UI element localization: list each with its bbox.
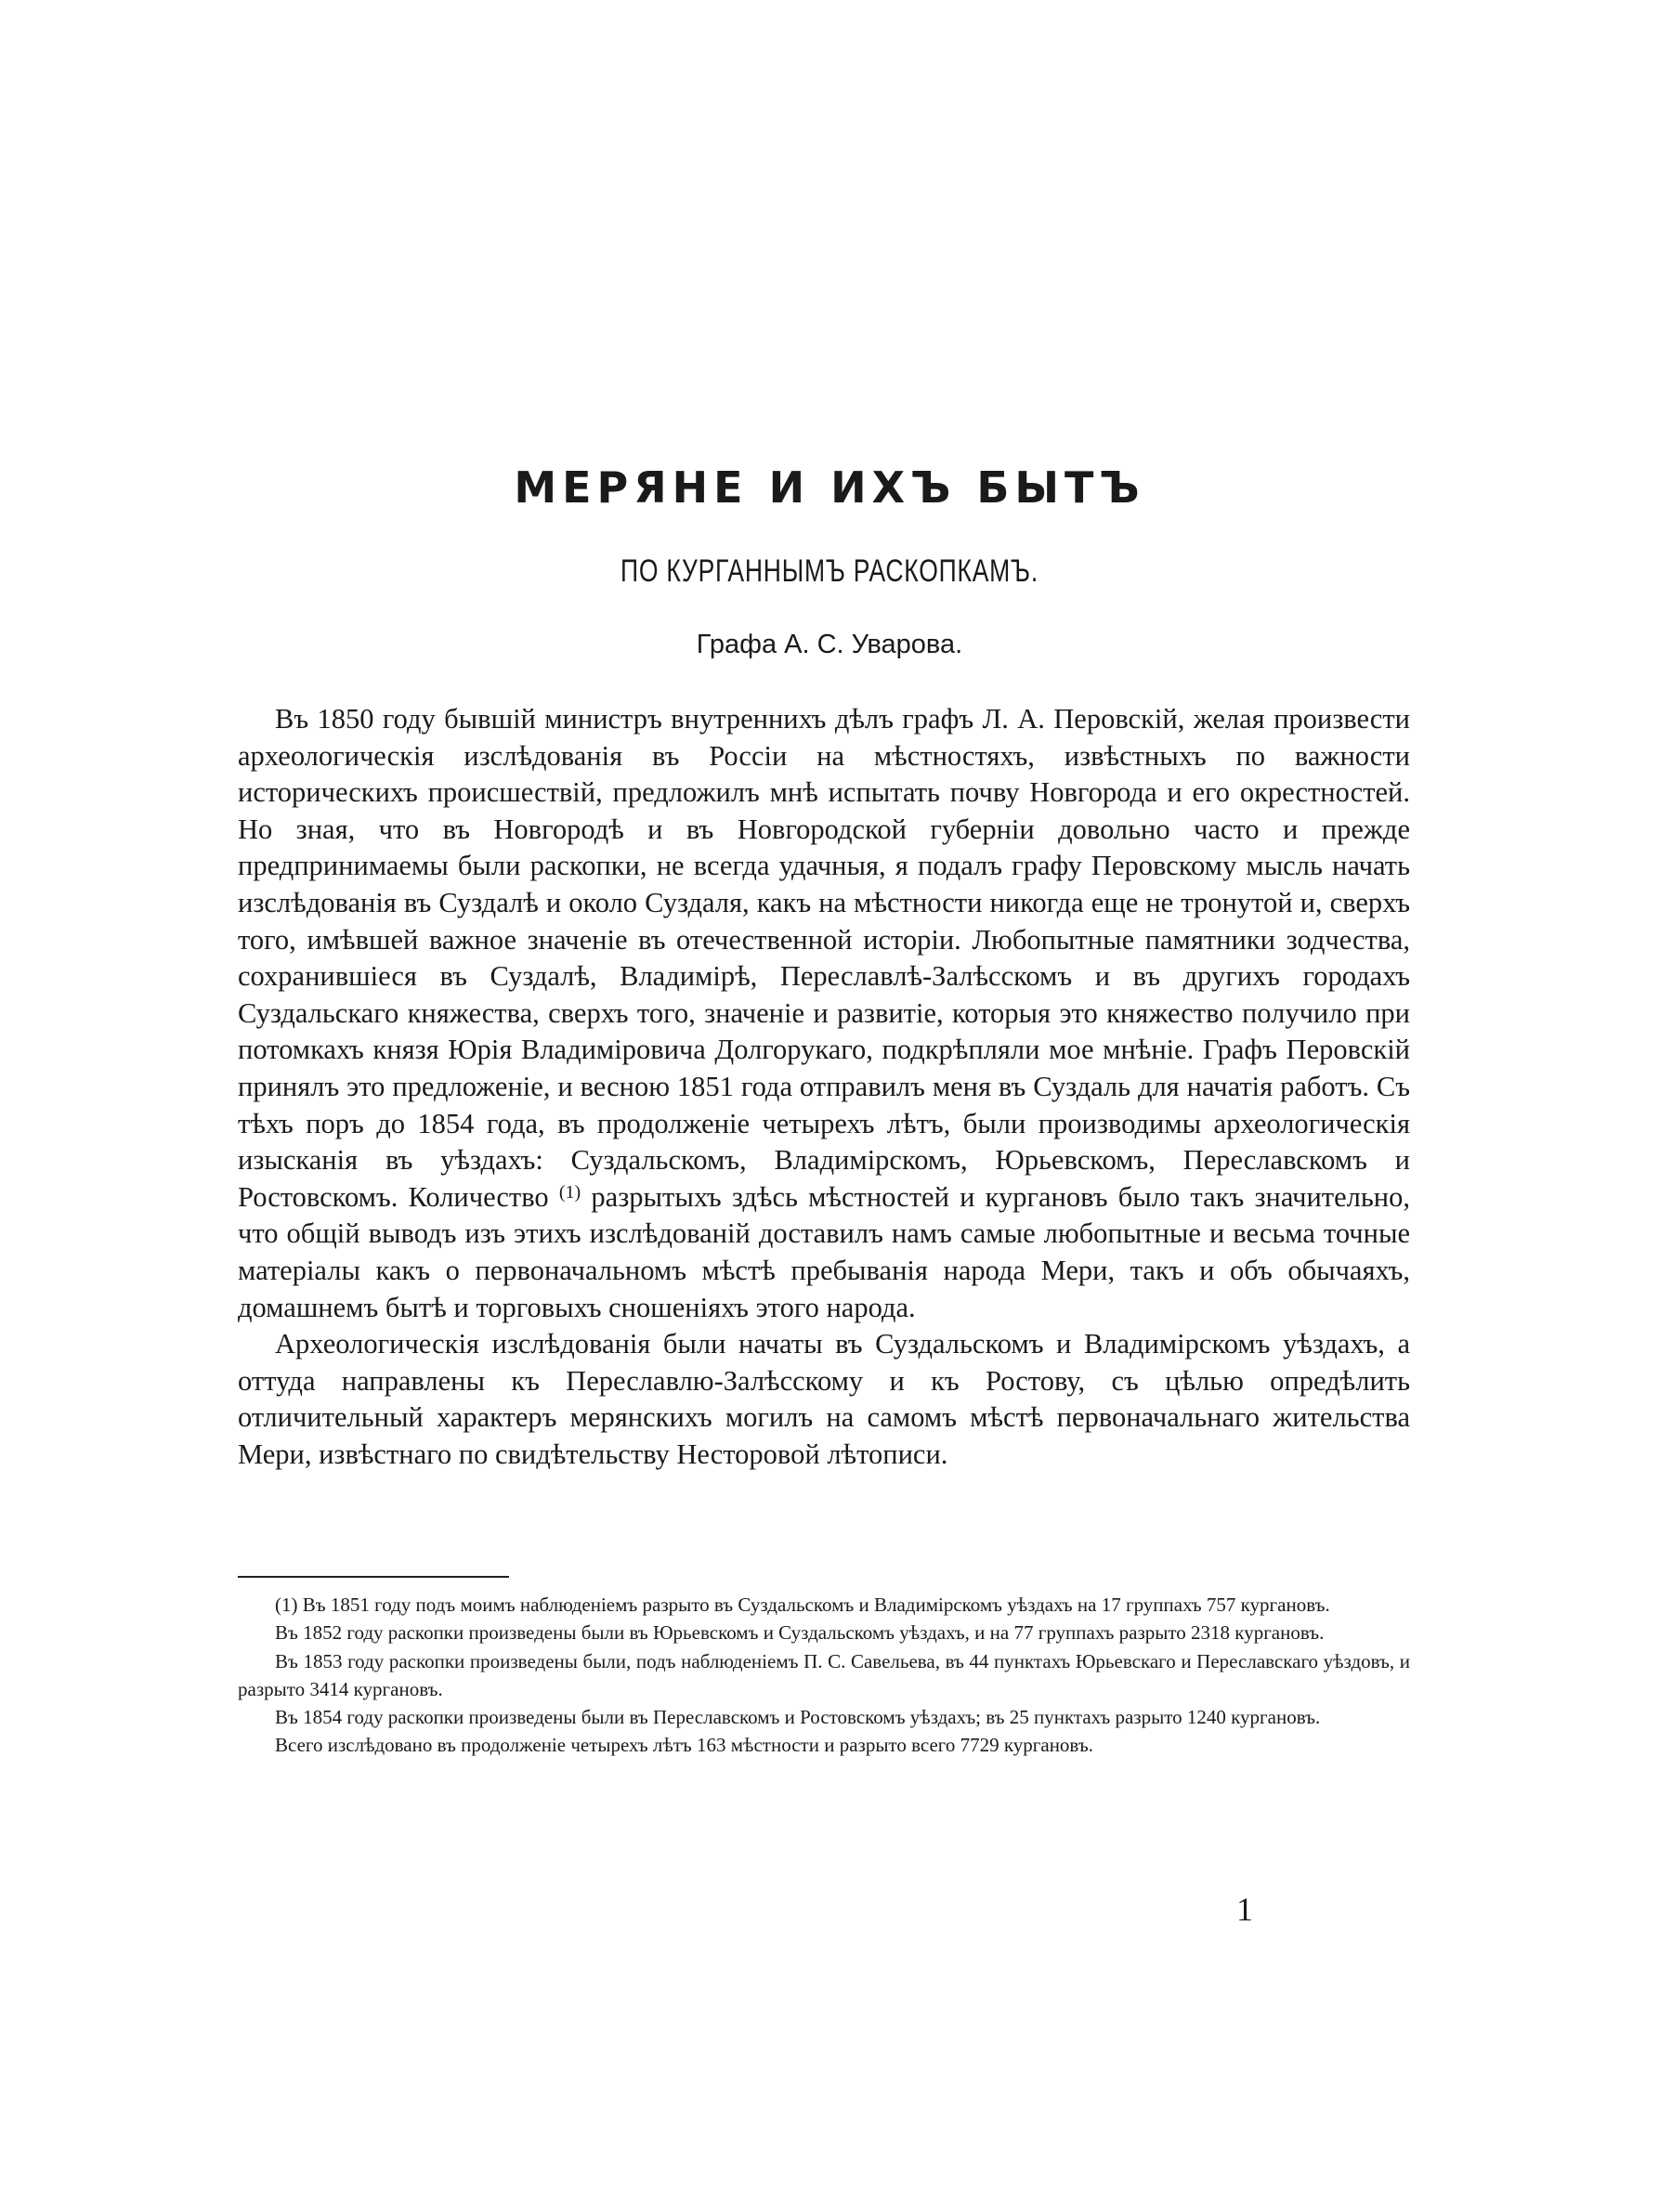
footnote-line: Въ 1854 году раскопки произведены были въ Переславскомъ и Ростовскомъ уѣздахъ; въ 25 пунктахъ разрыто 1240 кургановъ.	[275, 1706, 1321, 1729]
footnote-reference: (1)	[558, 1181, 581, 1203]
footnote-line: Въ 1853 году раскопки произведены были, подъ наблюденіемъ П. С. Савельева, въ 44 пунктахъ Юрьевскаго и Переславскаго уѣздовъ, и разрыто 3414 кургановъ.	[238, 1649, 1410, 1700]
footnote-divider	[238, 1576, 509, 1578]
footnote-line: Всего изслѣдовано въ продолженіе четырехъ лѣтъ 163 мѣстности и разрыто всего 7729 кургановъ.	[275, 1734, 1093, 1757]
body-paragraph-1-text-b: разрытыхъ здѣсь мѣстностей и кургановъ было такъ значительно, что общій выводъ изъ этихъ изслѣдованій доставилъ намъ самые любопытные и весьма точные матеріалы какъ о первоначальномъ мѣстѣ пребыванія народа Мери, такъ и объ обычаяхъ, домашнемъ бытѣ и торговыхъ сношеніяхъ этого народа.	[238, 1180, 1410, 1323]
footnote-line: Въ 1852 году раскопки произведены были въ Юрьевскомъ и Суздальскомъ уѣздахъ, и на 77 группахъ разрыто 2318 кургановъ.	[275, 1621, 1325, 1645]
article-subtitle: ПО КУРГАННЫМЪ РАСКОПКАМЪ.	[620, 553, 1039, 589]
body-paragraph-1	[238, 701, 1410, 1326]
body-paragraph-1-text-a: Въ 1850 году бывшій министръ внутреннихъ дѣлъ графъ Л. А. Перовскій, желая произвести археологическія изслѣдованія въ Россіи на мѣстностяхъ, извѣстныхъ по важности историческихъ происшествій, предложилъ мнѣ испытать почву Новгорода и его окрестностей. Но зная, что въ Новгородѣ и въ Новгородской губерніи довольно часто и прежде предпринимаемы были раскопки, не всегда удачныя, я подалъ графу Перовскому мысль начать изслѣдованія въ Суздалѣ и около Суздаля, какъ на мѣстности никогда еще не тронутой и, сверхъ того, имѣвшей важное значеніе въ отечественной исторіи. Любопытные памятники зодчества, сохранившіеся въ Суздалѣ, Владимірѣ, Переславлѣ-Залѣсскомъ и въ другихъ городахъ Суздальскаго княжества, сверхъ того, значеніе и развитіе, которыя это княжество получило при потомкахъ князя Юрія Владиміровича Долгорукаго, подкрѣпляли мое мнѣніе. Графъ Перовскій принялъ это предложеніе, и весною 1851 года отправилъ меня въ Суздаль для начатія работъ. Съ тѣхъ поръ до 1854 года, въ продолженіе четырехъ лѣтъ, были производимы археологическія изысканія въ уѣздахъ: Суздальскомъ, Владимірскомъ, Юрьевскомъ, Переславскомъ и Ростовскомъ. Количество	[238, 703, 1410, 1213]
page-number: 1	[1236, 1891, 1253, 1928]
body-paragraph-2: Археологическія изслѣдованія были начаты въ Суздальскомъ и Владимірскомъ уѣздахъ, а оттуда направлены къ Переславлю-Залѣсскому и къ Ростову, съ цѣлью опредѣлить отличительный характеръ мерянскихъ могилъ на самомъ мѣстѣ первоначальнаго жительства Мери, извѣстнаго по свидѣтельству Несторовой лѣтописи.	[238, 1328, 1410, 1470]
article-author: Графа А. С. Уварова.	[696, 630, 963, 659]
article-body	[238, 701, 1410, 1473]
footnotes	[238, 1591, 1410, 1760]
article-title: МЕРЯНЕ И ИХЪ БЫТЪ	[514, 462, 1145, 513]
footnote-line: (1) Въ 1851 году подъ моимъ наблюденіемъ разрыто въ Суздальскомъ и Владимірскомъ уѣздахъ на 17 группахъ 757 кургановъ.	[275, 1594, 1330, 1616]
